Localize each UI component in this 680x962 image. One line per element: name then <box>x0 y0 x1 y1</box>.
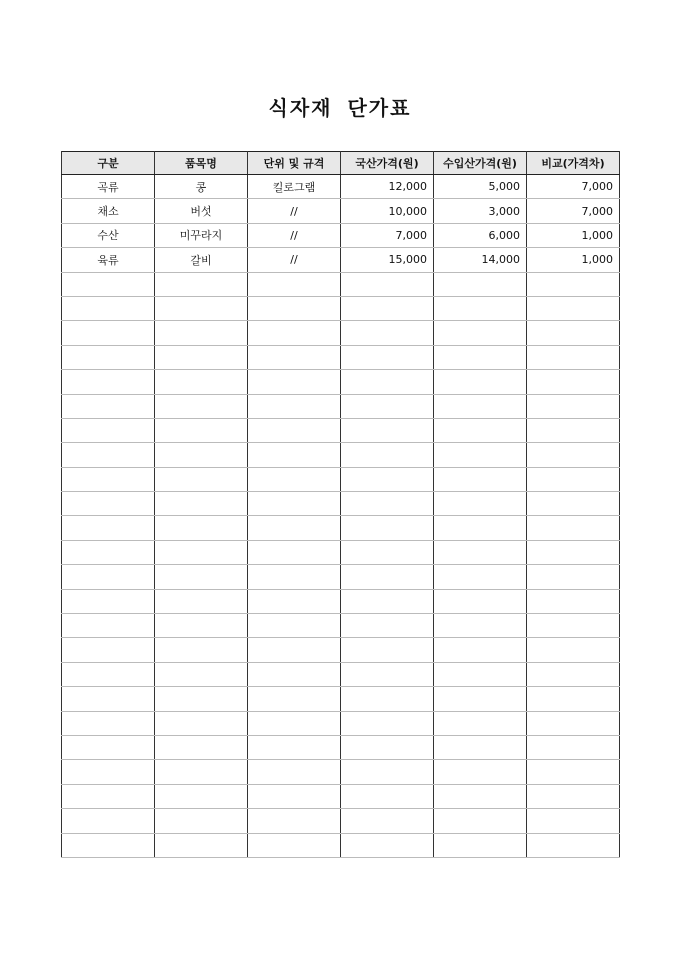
empty-cell <box>248 296 341 320</box>
empty-cell <box>434 589 527 613</box>
empty-cell <box>155 589 248 613</box>
empty-cell <box>155 272 248 296</box>
empty-table-row <box>62 735 620 759</box>
empty-cell <box>155 345 248 369</box>
empty-cell <box>527 321 620 345</box>
cell-domestic-price: 12,000 <box>341 175 434 199</box>
cell-item-name: 콩 <box>155 175 248 199</box>
cell-domestic-price: 15,000 <box>341 248 434 272</box>
empty-cell <box>434 418 527 442</box>
empty-cell <box>62 467 155 491</box>
empty-cell <box>155 565 248 589</box>
empty-cell <box>62 614 155 638</box>
empty-table-row <box>62 370 620 394</box>
empty-cell <box>155 321 248 345</box>
empty-cell <box>434 638 527 662</box>
empty-cell <box>248 735 341 759</box>
empty-cell <box>248 662 341 686</box>
empty-cell <box>155 638 248 662</box>
empty-cell <box>341 370 434 394</box>
empty-table-row <box>62 614 620 638</box>
empty-cell <box>341 443 434 467</box>
header-domestic-price: 국산가격(원) <box>341 152 434 175</box>
empty-table-row <box>62 443 620 467</box>
empty-cell <box>62 662 155 686</box>
cell-price-difference: 7,000 <box>527 175 620 199</box>
empty-cell <box>62 687 155 711</box>
empty-cell <box>62 589 155 613</box>
table-row <box>62 223 620 247</box>
empty-cell <box>434 833 527 857</box>
empty-table-row <box>62 687 620 711</box>
price-table <box>61 151 620 858</box>
cell-import-price: 6,000 <box>434 223 527 247</box>
empty-table-row <box>62 345 620 369</box>
empty-cell <box>434 467 527 491</box>
cell-category: 채소 <box>62 199 155 223</box>
empty-cell <box>248 345 341 369</box>
empty-cell <box>248 711 341 735</box>
empty-cell <box>155 614 248 638</box>
cell-domestic-price: 10,000 <box>341 199 434 223</box>
empty-cell <box>527 565 620 589</box>
empty-table-row <box>62 565 620 589</box>
empty-table-row <box>62 492 620 516</box>
empty-cell <box>155 516 248 540</box>
empty-cell <box>527 370 620 394</box>
empty-cell <box>527 662 620 686</box>
empty-cell <box>248 589 341 613</box>
empty-cell <box>62 784 155 808</box>
empty-cell <box>155 833 248 857</box>
empty-cell <box>527 784 620 808</box>
empty-cell <box>62 345 155 369</box>
empty-cell <box>434 614 527 638</box>
cell-import-price: 14,000 <box>434 248 527 272</box>
empty-cell <box>527 614 620 638</box>
empty-cell <box>434 687 527 711</box>
empty-table-row <box>62 321 620 345</box>
table-row <box>62 248 620 272</box>
empty-cell <box>527 833 620 857</box>
empty-table-row <box>62 760 620 784</box>
empty-cell <box>434 321 527 345</box>
cell-domestic-price: 7,000 <box>341 223 434 247</box>
empty-cell <box>341 662 434 686</box>
cell-unit-spec: // <box>248 248 341 272</box>
empty-cell <box>434 711 527 735</box>
empty-cell <box>434 784 527 808</box>
empty-cell <box>341 711 434 735</box>
empty-cell <box>434 662 527 686</box>
empty-cell <box>527 272 620 296</box>
empty-cell <box>155 370 248 394</box>
empty-cell <box>62 296 155 320</box>
empty-cell <box>62 492 155 516</box>
empty-cell <box>248 492 341 516</box>
empty-cell <box>434 565 527 589</box>
cell-unit-spec: // <box>248 199 341 223</box>
empty-cell <box>341 272 434 296</box>
empty-cell <box>62 516 155 540</box>
empty-cell <box>248 443 341 467</box>
cell-category: 곡류 <box>62 175 155 199</box>
header-item-name: 품목명 <box>155 152 248 175</box>
empty-cell <box>341 760 434 784</box>
empty-cell <box>248 614 341 638</box>
cell-price-difference: 7,000 <box>527 199 620 223</box>
cell-unit-spec: 킬로그램 <box>248 175 341 199</box>
empty-cell <box>434 394 527 418</box>
empty-cell <box>341 467 434 491</box>
empty-table-row <box>62 394 620 418</box>
empty-cell <box>155 296 248 320</box>
empty-cell <box>62 321 155 345</box>
empty-cell <box>248 467 341 491</box>
empty-cell <box>341 589 434 613</box>
empty-table-row <box>62 662 620 686</box>
empty-cell <box>155 687 248 711</box>
cell-item-name: 미꾸라지 <box>155 223 248 247</box>
empty-table-row <box>62 638 620 662</box>
empty-cell <box>341 809 434 833</box>
empty-table-row <box>62 296 620 320</box>
empty-cell <box>155 711 248 735</box>
empty-cell <box>527 492 620 516</box>
empty-cell <box>527 735 620 759</box>
cell-category: 육류 <box>62 248 155 272</box>
empty-cell <box>62 760 155 784</box>
empty-cell <box>341 394 434 418</box>
header-unit-spec: 단위 및 규격 <box>248 152 341 175</box>
empty-table-row <box>62 589 620 613</box>
table-body <box>62 175 620 858</box>
empty-cell <box>341 565 434 589</box>
empty-cell <box>341 614 434 638</box>
empty-cell <box>434 492 527 516</box>
empty-table-row <box>62 418 620 442</box>
empty-cell <box>248 760 341 784</box>
empty-cell <box>527 687 620 711</box>
header-category: 구분 <box>62 152 155 175</box>
table-header-row <box>62 152 620 175</box>
empty-cell <box>248 394 341 418</box>
empty-cell <box>155 540 248 564</box>
empty-cell <box>527 760 620 784</box>
empty-cell <box>248 784 341 808</box>
empty-cell <box>62 370 155 394</box>
empty-table-row <box>62 833 620 857</box>
cell-item-name: 갈비 <box>155 248 248 272</box>
empty-cell <box>527 418 620 442</box>
empty-cell <box>62 711 155 735</box>
empty-cell <box>527 809 620 833</box>
empty-cell <box>434 345 527 369</box>
empty-cell <box>341 321 434 345</box>
empty-cell <box>62 833 155 857</box>
empty-cell <box>155 662 248 686</box>
empty-cell <box>155 735 248 759</box>
cell-item-name: 버섯 <box>155 199 248 223</box>
empty-cell <box>527 638 620 662</box>
empty-cell <box>341 492 434 516</box>
empty-table-row <box>62 711 620 735</box>
empty-cell <box>434 809 527 833</box>
empty-cell <box>155 492 248 516</box>
empty-table-row <box>62 540 620 564</box>
empty-cell <box>62 272 155 296</box>
cell-price-difference: 1,000 <box>527 223 620 247</box>
empty-cell <box>434 540 527 564</box>
empty-cell <box>527 516 620 540</box>
empty-table-row <box>62 784 620 808</box>
empty-cell <box>341 296 434 320</box>
empty-cell <box>527 711 620 735</box>
empty-cell <box>434 443 527 467</box>
empty-table-row <box>62 809 620 833</box>
empty-cell <box>155 394 248 418</box>
table-row <box>62 175 620 199</box>
empty-cell <box>434 516 527 540</box>
empty-cell <box>248 516 341 540</box>
empty-cell <box>527 443 620 467</box>
empty-cell <box>248 565 341 589</box>
header-price-difference: 비교(가격차) <box>527 152 620 175</box>
cell-unit-spec: // <box>248 223 341 247</box>
header-import-price: 수입산가격(원) <box>434 152 527 175</box>
empty-cell <box>248 809 341 833</box>
empty-cell <box>434 370 527 394</box>
empty-cell <box>62 540 155 564</box>
empty-cell <box>155 784 248 808</box>
cell-import-price: 3,000 <box>434 199 527 223</box>
cell-import-price: 5,000 <box>434 175 527 199</box>
empty-cell <box>155 467 248 491</box>
empty-cell <box>155 809 248 833</box>
empty-cell <box>341 345 434 369</box>
empty-cell <box>248 418 341 442</box>
empty-cell <box>62 394 155 418</box>
empty-cell <box>62 443 155 467</box>
empty-cell <box>341 833 434 857</box>
empty-cell <box>341 540 434 564</box>
empty-cell <box>527 345 620 369</box>
empty-cell <box>341 418 434 442</box>
empty-cell <box>527 296 620 320</box>
empty-cell <box>248 272 341 296</box>
empty-cell <box>341 638 434 662</box>
empty-cell <box>341 516 434 540</box>
empty-cell <box>434 735 527 759</box>
empty-cell <box>248 638 341 662</box>
empty-cell <box>434 272 527 296</box>
empty-table-row <box>62 467 620 491</box>
empty-cell <box>155 443 248 467</box>
empty-cell <box>527 467 620 491</box>
empty-cell <box>62 735 155 759</box>
document-title: 식자재 단가표 <box>268 96 412 120</box>
empty-cell <box>248 370 341 394</box>
empty-cell <box>341 687 434 711</box>
empty-cell <box>527 540 620 564</box>
empty-cell <box>434 760 527 784</box>
empty-cell <box>155 760 248 784</box>
empty-table-row <box>62 272 620 296</box>
empty-cell <box>341 784 434 808</box>
empty-cell <box>527 589 620 613</box>
empty-cell <box>248 321 341 345</box>
empty-table-row <box>62 516 620 540</box>
table-row <box>62 199 620 223</box>
empty-cell <box>527 394 620 418</box>
empty-cell <box>248 687 341 711</box>
empty-cell <box>62 638 155 662</box>
empty-cell <box>62 418 155 442</box>
cell-price-difference: 1,000 <box>527 248 620 272</box>
empty-cell <box>341 735 434 759</box>
empty-cell <box>434 296 527 320</box>
empty-cell <box>62 565 155 589</box>
cell-category: 수산 <box>62 223 155 247</box>
empty-cell <box>248 540 341 564</box>
empty-cell <box>248 833 341 857</box>
empty-cell <box>62 809 155 833</box>
empty-cell <box>155 418 248 442</box>
